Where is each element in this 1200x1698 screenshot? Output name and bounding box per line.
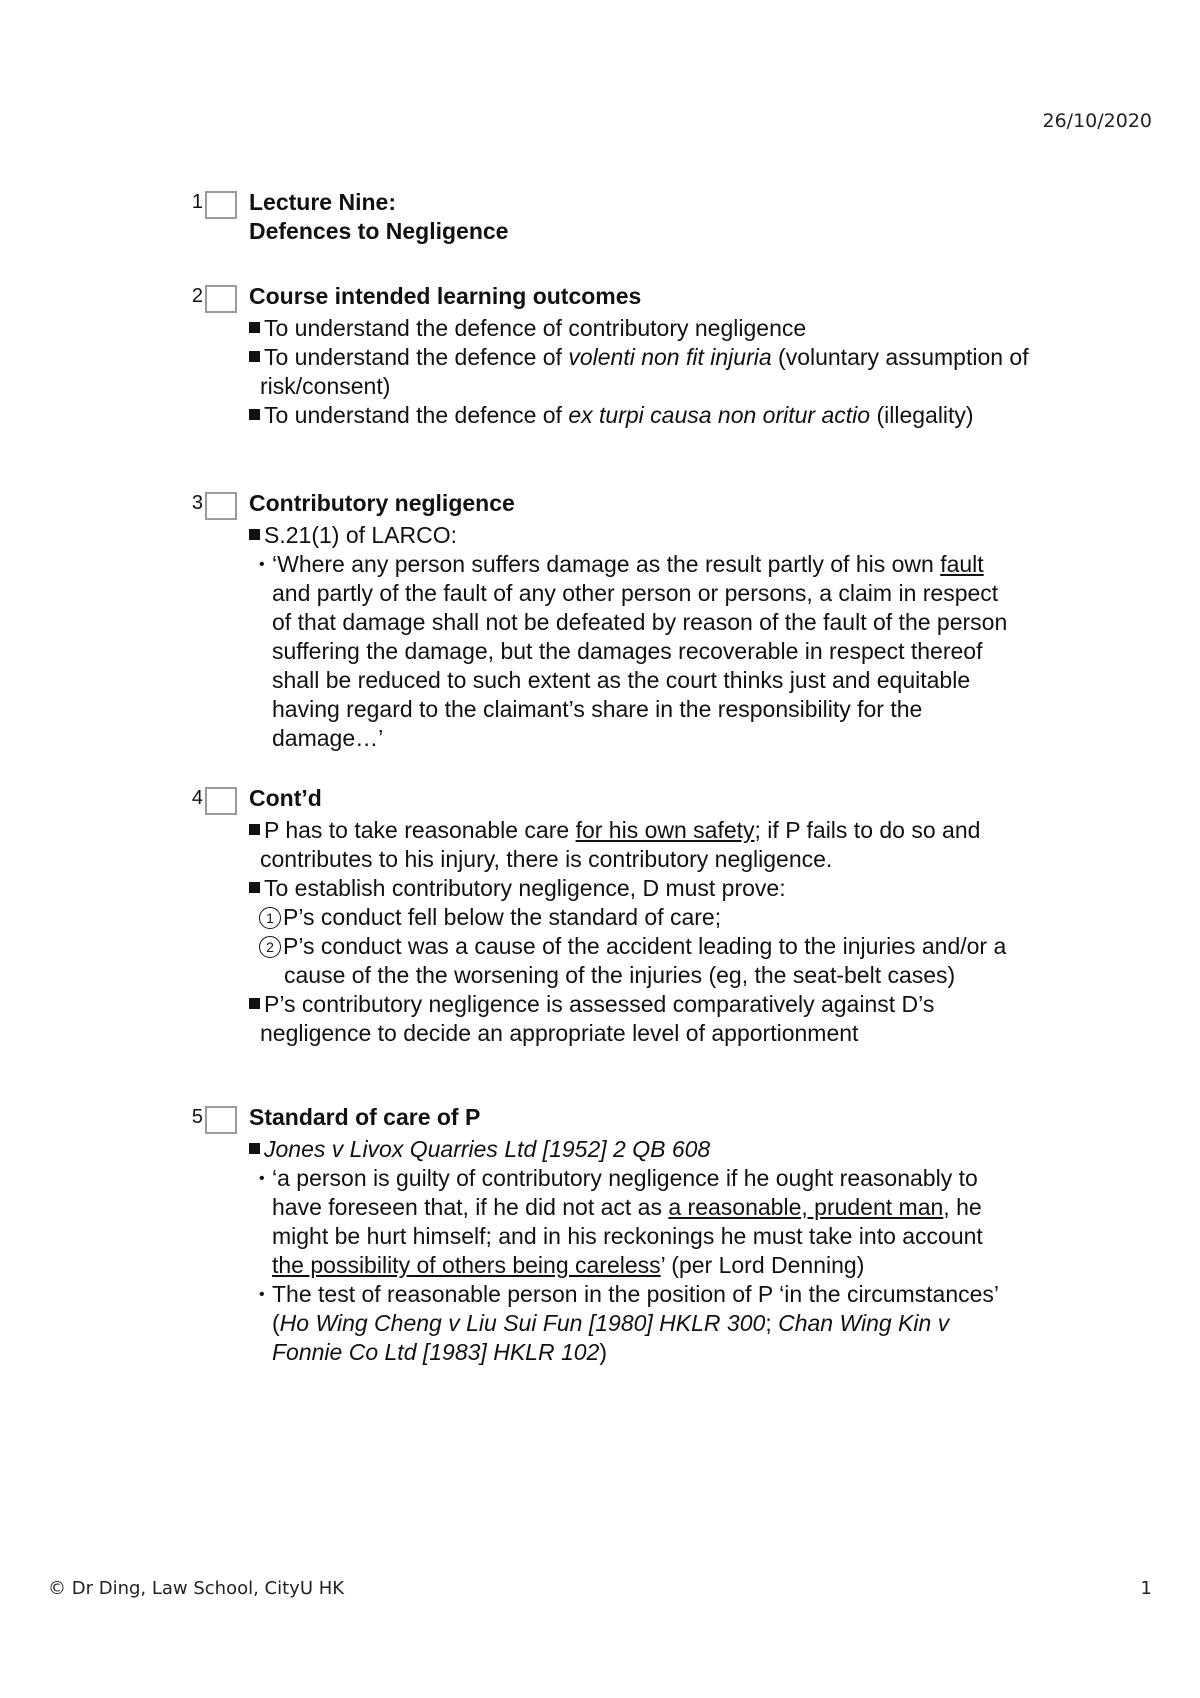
numbered-item: 1 P’s conduct fell below the standard of care; — [249, 903, 1029, 932]
slide-thumbnail-box — [205, 191, 237, 219]
square-bullet-icon — [249, 409, 260, 420]
dot-bullet-icon: • — [259, 556, 265, 573]
bullet-item: To understand the defence of ex turpi causa non oritur actio (illegality) — [249, 401, 1029, 430]
square-bullet-icon — [249, 529, 260, 540]
sub-bullet-item: • ‘Where any person suffers damage as the result partly of his own fault and partly of the fault of any other person or persons, a claim in respect of that damage shall not be defeated by reason of the fault of the person suffering the damage, but the damages recoverable in respect thereof shall be reduced to such extent as the court thinks just and equitable having regard to the claimant’s share in the responsibility for the damage…’ — [259, 551, 1008, 751]
square-bullet-icon — [249, 824, 260, 835]
slide-number: 1 — [191, 191, 203, 213]
slide-thumbnail-box — [205, 1106, 237, 1134]
slide-content — [249, 1103, 1029, 1367]
page-date: 26/10/2020 — [1042, 110, 1152, 132]
slide-content — [249, 282, 1029, 430]
square-bullet-icon — [249, 882, 260, 893]
slide-number: 2 — [191, 285, 203, 307]
slide-title: Contributory negligence — [249, 490, 515, 516]
bullet-item: To understand the defence of volenti non fit injuria (voluntary assumption of risk/consent) — [249, 343, 1029, 401]
slide-number: 3 — [191, 492, 203, 514]
dot-bullet-icon: • — [259, 1170, 265, 1187]
slide-content — [249, 188, 1029, 246]
slide-number: 4 — [191, 787, 203, 809]
bullet-item: S.21(1) of LARCO: — [249, 521, 1029, 550]
sub-bullet-item: • ‘a person is guilty of contributory negligence if he ought reasonably to have foreseen that, if he did not act as a reasonable, prudent man, he might be hurt himself; and in his reckonings he must take into account the possibility of others being careless’ (per Lord Denning) — [259, 1165, 983, 1278]
slide-content — [249, 784, 1029, 1048]
slide-thumbnail-box — [205, 285, 237, 313]
slide-thumbnail-box — [205, 787, 237, 815]
slide-title: Cont’d — [249, 785, 322, 811]
slide-thumbnail-box — [205, 492, 237, 520]
slide-number: 5 — [191, 1106, 203, 1128]
slide-title: Lecture Nine: — [249, 189, 396, 215]
bullet-item: To understand the defence of contributory negligence — [249, 314, 1029, 343]
slide-title: Course intended learning outcomes — [249, 283, 642, 309]
footer-copyright: © Dr Ding, Law School, CityU HK — [48, 1578, 345, 1599]
bullet-item: P has to take reasonable care for his own safety; if P fails to do so and contributes to his injury, there is contributory negligence. — [249, 816, 1029, 874]
slide-title: Standard of care of P — [249, 1104, 481, 1130]
dot-bullet-icon: • — [259, 1286, 265, 1303]
square-bullet-icon — [249, 1143, 260, 1154]
sub-bullet-item: • The test of reasonable person in the position of P ‘in the circumstances’ (Ho Wing Cheng v Liu Sui Fun [1980] HKLR 300; Chan Wing Kin v Fonnie Co Ltd [1983] HKLR 102) — [259, 1281, 999, 1365]
numbered-item: 2 P’s conduct was a cause of the accident leading to the injuries and/or a cause of the the worsening of the injuries (eg, the seat-belt cases) — [249, 932, 1029, 990]
bullet-item: Jones v Livox Quarries Ltd [1952] 2 QB 608 — [249, 1135, 1029, 1164]
circled-number-icon: 1 — [259, 907, 281, 929]
bullet-item: To establish contributory negligence, D must prove: — [249, 874, 1029, 903]
page-number: 1 — [1140, 1578, 1152, 1599]
bullet-item: P’s contributory negligence is assessed comparatively against D’s negligence to decide an appropriate level of apportionment — [249, 990, 1029, 1048]
slide-content — [249, 489, 1029, 753]
square-bullet-icon — [249, 322, 260, 333]
circled-number-icon: 2 — [259, 936, 281, 958]
square-bullet-icon — [249, 351, 260, 362]
square-bullet-icon — [249, 998, 260, 1009]
slide-subtitle: Defences to Negligence — [249, 218, 509, 244]
